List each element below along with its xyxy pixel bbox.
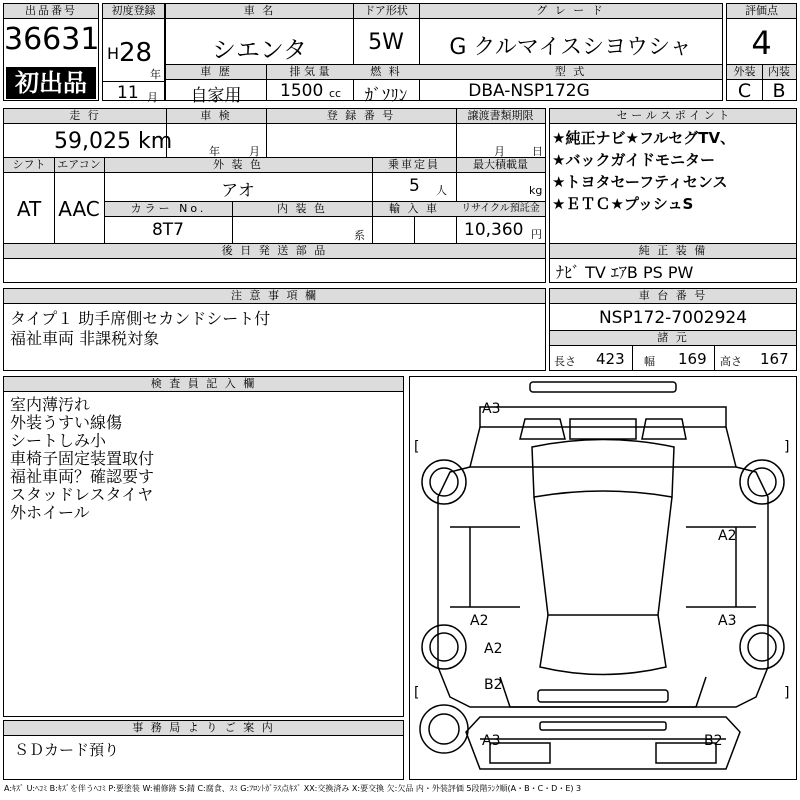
inspection-label: 車 検 [166, 109, 266, 124]
ac-label: エアコン [54, 158, 104, 173]
inspector-list [10, 396, 154, 522]
interior-label: 内装 [762, 65, 796, 80]
later-parts-label: 後 日 発 送 部 品 [4, 244, 545, 259]
month-value: 11 [117, 83, 139, 103]
sales-point-line: ★バックガイドモニター [552, 151, 715, 169]
fuel-label: 燃 料 [353, 65, 419, 80]
inspector-line: 室内薄汚れ [10, 395, 91, 414]
office-value: ＳＤカード預り [14, 741, 120, 759]
ext-color-value: アオ [221, 181, 255, 201]
year-value: 28 [119, 38, 153, 68]
notes-list [10, 309, 270, 349]
sales-point-line: ★トヨタセーフティセンス [552, 173, 728, 191]
transfer-day: 日 [532, 145, 543, 158]
inspector-line: シートしみ小 [10, 431, 107, 450]
capacity-label: 乗車定員 [372, 158, 456, 173]
era-prefix: H [107, 44, 120, 63]
recycle-unit: 円 [531, 228, 542, 241]
ac-value: AAC [58, 197, 100, 221]
interior-grade: B [772, 80, 786, 102]
inspection-year: 年 [209, 145, 220, 158]
mark-bottom-right: B2 [704, 733, 723, 749]
chassis-box [549, 288, 797, 371]
load-label: 最大積載量 [456, 158, 545, 173]
score-value: 4 [751, 24, 772, 62]
displacement-unit: cc [329, 87, 342, 100]
note-line: 福祉車両 非課税対象 [10, 329, 160, 348]
exterior-grade: C [737, 80, 752, 102]
bracket-left-bottom: [ [414, 685, 420, 701]
mark-front-left: A3 [482, 401, 501, 417]
score-box [726, 3, 797, 101]
inspector-label: 検 査 員 記 入 欄 [4, 377, 403, 392]
office-box [3, 720, 404, 780]
first-listing-badge: 初出品 [6, 67, 96, 99]
notes-box [3, 288, 546, 371]
model-value: DBA-NSP172G [468, 81, 590, 101]
note-line: タイプ１ 助手席側セカンドシート付 [10, 309, 271, 328]
bracket-right-bottom: ] [784, 685, 790, 701]
car-diagram [410, 377, 796, 779]
height-value: 167 [760, 350, 789, 368]
month-unit: 月 [147, 91, 158, 104]
recycle-label: リサイクル預託金 [456, 202, 545, 217]
inspector-box [3, 376, 404, 717]
inspector-line: 外装うすい線傷 [10, 413, 123, 432]
model-label: 型 式 [419, 65, 722, 80]
grade-label: グ レ ー ド [419, 4, 722, 19]
door-label: ドア形状 [353, 4, 419, 19]
score-label: 評価点 [727, 4, 796, 19]
shift-value: AT [16, 197, 42, 221]
exterior-label: 外装 [727, 65, 762, 80]
car-name: シエンタ [211, 36, 308, 64]
legend: A:ｷｽﾞ U:ﾍｺﾐ B:ｷｽﾞを伴うﾍｺﾐ P:要塗装 W:補修跡 S:錆 C:腐食、ｽﾐ G:ﾌﾛﾝﾄｶﾞﾗｽ点ｷｽﾞ XX:交換済み X:要交換 欠:欠品 内・外装評価 5段階ﾗﾝｸ順(A・B・C・D・E) 3 [4, 784, 582, 793]
first-reg-box [102, 3, 165, 104]
displacement-value: 1500 [280, 81, 324, 101]
lot-label: 出品番号 [4, 4, 98, 19]
bracket-right-top: ] [784, 439, 790, 455]
mark-bottom-left: A3 [482, 733, 501, 749]
int-color-label: 内 装 色 [232, 202, 372, 217]
mark-right-front-door: A2 [718, 528, 737, 544]
width-value: 169 [678, 350, 707, 368]
displacement-label: 排 気 量 [266, 65, 353, 80]
color-no-label: カラー No. [105, 202, 232, 217]
mark-right-rear: A3 [718, 613, 737, 629]
office-label: 事 務 局 よ り ご 案 内 [4, 721, 403, 736]
notes-label: 注 意 事 項 欄 [4, 289, 545, 304]
first-reg-label: 初度登録 [103, 4, 164, 19]
car-name-box [165, 3, 723, 106]
width-label: 幅 [644, 355, 655, 368]
inspector-line: 車椅子固定装置取付 [10, 449, 155, 468]
year-unit: 年 [150, 68, 161, 81]
chassis-value: NSP172-7002924 [598, 308, 748, 328]
capacity-value: 5 [409, 176, 420, 196]
mark-left-rear: A2 [470, 613, 489, 629]
transfer-month: 月 [494, 145, 505, 158]
length-label: 長さ [554, 355, 576, 368]
load-unit: kg [529, 184, 543, 197]
transfer-label: 譲渡書類期限 [456, 109, 545, 124]
equipment-value: ﾅﾋﾞ TV ｴｱB PS PW [556, 263, 694, 282]
grade-value: G クルマイスシヨウシャ [449, 35, 692, 60]
lot-box [3, 3, 99, 101]
sales-point-line: ★純正ナビ★フルセグTV、 [552, 129, 736, 147]
mileage-value: 59,025 km [54, 129, 173, 154]
ext-color-label: 外 装 色 [104, 158, 372, 173]
sales-points-list [552, 127, 735, 215]
door-value: 5W [368, 30, 404, 55]
dims-label: 諸 元 [550, 331, 796, 346]
color-no-value: 8T7 [151, 220, 185, 240]
capacity-unit: 人 [436, 184, 447, 197]
bracket-left-top: [ [414, 439, 420, 455]
inspector-line: 福祉車両？確認要す [10, 467, 155, 486]
inspector-line: スタッドレスタイヤ [10, 485, 154, 504]
inspector-line: 外ホイール [10, 503, 90, 522]
mileage-label: 走 行 [4, 109, 166, 124]
vehicle-info-box [3, 108, 546, 283]
reg-label: 登 録 番 号 [266, 109, 456, 124]
mark-left-rear-low: A2 [484, 641, 503, 657]
shift-label: シフト [4, 158, 54, 173]
sales-points-label: セ ー ル ス ポ イ ン ト [550, 109, 796, 124]
import-label: 輸 入 車 [372, 202, 456, 217]
equipment-label: 純 正 装 備 [550, 244, 796, 259]
int-color-suffix: 系 [354, 229, 365, 242]
car-diagram-box [409, 376, 797, 780]
recycle-value: 10,360 [464, 220, 524, 240]
height-label: 高さ [720, 355, 742, 368]
sales-point-line: ★ＥＴＣ★プッシュS [552, 195, 694, 213]
inspection-month: 月 [249, 145, 260, 158]
sales-points-box [549, 108, 797, 283]
car-name-label: 車 名 [166, 4, 353, 19]
length-value: 423 [596, 350, 625, 368]
lot-number: 36631 [4, 22, 100, 57]
mark-rear-left: B2 [484, 677, 503, 693]
fuel-value: ｶﾞｿﾘﾝ [364, 86, 408, 106]
history-label: 車 歴 [166, 65, 266, 80]
history-value: 自家用 [190, 86, 242, 106]
chassis-label: 車 台 番 号 [550, 289, 796, 304]
